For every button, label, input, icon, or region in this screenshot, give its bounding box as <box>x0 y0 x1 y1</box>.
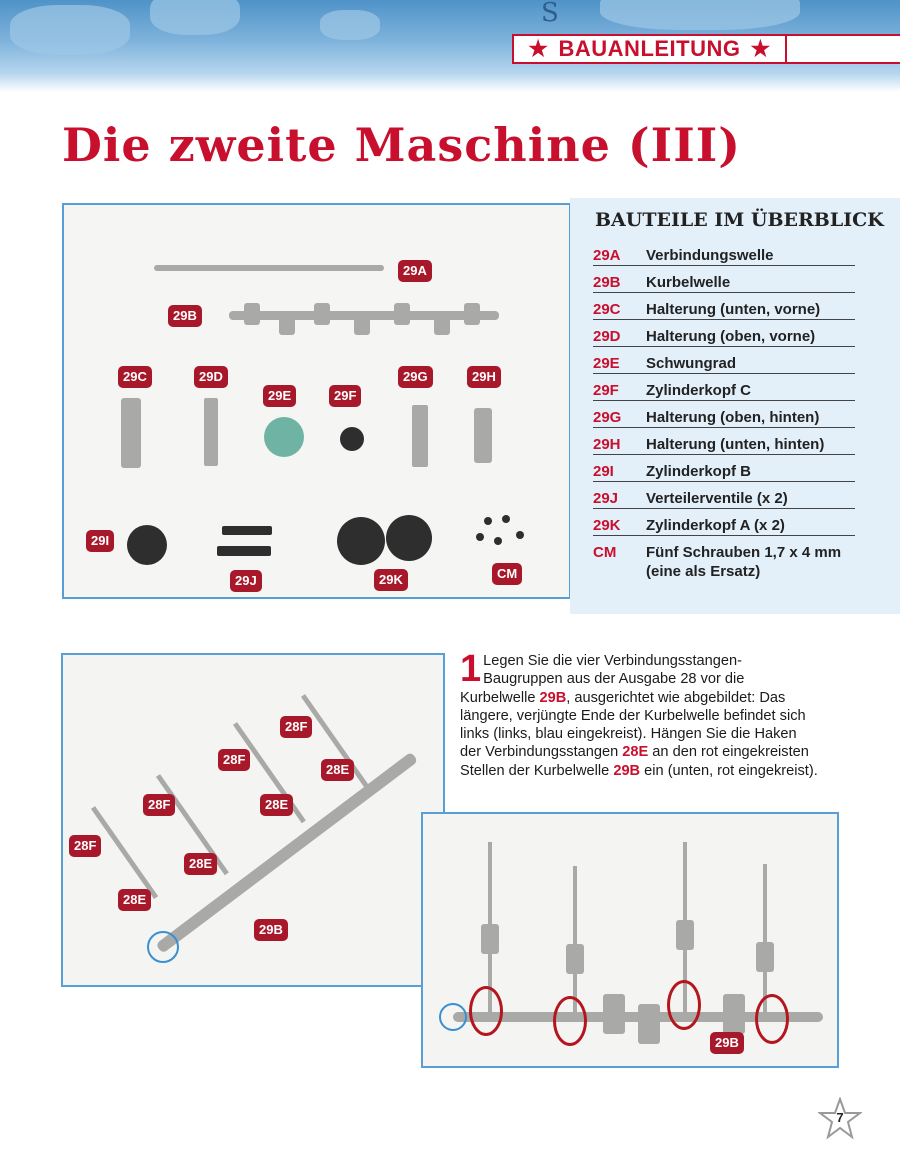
star-icon: ★ <box>528 36 549 61</box>
shaft-29a <box>154 265 384 271</box>
parts-list-row: 29F Zylinderkopf C <box>593 381 855 401</box>
page-title: Die zweite Maschine (III) <box>62 118 741 172</box>
page-number: 7 <box>836 1110 844 1125</box>
parts-list-row: 29J Verteilerventile (x 2) <box>593 489 855 509</box>
parts-list-row: 29K Zylinderkopf A (x 2) <box>593 516 855 536</box>
label-28f: 28F <box>218 749 250 771</box>
banner-extension <box>787 34 900 64</box>
red-circle-marker <box>553 996 587 1046</box>
parts-list-row: 29B Kurbelwelle <box>593 273 855 293</box>
parts-list-row: 29G Halterung (oben, hinten) <box>593 408 855 428</box>
red-circle-marker <box>469 986 503 1036</box>
star-icon: ★ <box>750 36 771 61</box>
map-letter: S <box>541 0 559 28</box>
valve-29j <box>222 526 272 535</box>
parts-list-row: 29H Halterung (unten, hinten) <box>593 435 855 455</box>
flywheel-29e <box>264 417 304 457</box>
assembly-photo-left <box>61 653 445 987</box>
label-28e: 28E <box>118 889 151 911</box>
label-29d: 29D <box>194 366 228 388</box>
label-29b: 29B <box>710 1032 744 1054</box>
label-29e: 29E <box>263 385 296 407</box>
parts-list-row: CM Fünf Schrauben 1,7 x 4 mm (eine als Ersatz) <box>593 544 842 580</box>
label-28f: 28F <box>69 835 101 857</box>
cylinder-head-29f <box>340 427 364 451</box>
red-circle-marker <box>667 980 701 1030</box>
label-29f: 29F <box>329 385 361 407</box>
label-29g: 29G <box>398 366 433 388</box>
bracket-29c <box>121 398 141 468</box>
label-28e: 28E <box>321 759 354 781</box>
parts-list-heading: BAUTEILE IM ÜBERBLICK <box>595 209 884 231</box>
parts-list-row: 29I Zylinderkopf B <box>593 462 855 482</box>
label-28e: 28E <box>260 794 293 816</box>
label-29i: 29I <box>86 530 114 552</box>
label-28f: 28F <box>143 794 175 816</box>
step-number: 1 <box>460 648 482 690</box>
cylinder-head-29k <box>337 517 385 565</box>
cylinder-head-29i <box>127 525 167 565</box>
parts-list-row: 29C Halterung (unten, vorne) <box>593 300 855 320</box>
blue-circle-marker <box>147 931 179 963</box>
parts-list-row: 29D Halterung (oben, vorne) <box>593 327 855 347</box>
label-29a: 29A <box>398 260 432 282</box>
label-28f: 28F <box>280 716 312 738</box>
cylinder-head-29k <box>386 515 432 561</box>
label-29b: 29B <box>168 305 202 327</box>
label-29k: 29K <box>374 569 408 591</box>
assembly-photo-right <box>421 812 839 1068</box>
label-cm: CM <box>492 563 522 585</box>
label-29j: 29J <box>230 570 262 592</box>
blue-circle-marker <box>439 1003 467 1031</box>
section-label: BAUANLEITUNG <box>558 36 741 61</box>
red-circle-marker <box>755 994 789 1044</box>
bracket-29d <box>204 398 218 466</box>
section-banner <box>512 34 787 64</box>
bracket-29h <box>474 408 492 463</box>
label-28e: 28E <box>184 853 217 875</box>
parts-list-row: 29A Verbindungswelle <box>593 246 855 266</box>
label-29c: 29C <box>118 366 152 388</box>
parts-photo <box>62 203 571 599</box>
screws-cm <box>484 517 492 525</box>
bracket-29g <box>412 405 428 467</box>
label-29b: 29B <box>254 919 288 941</box>
label-29h: 29H <box>467 366 501 388</box>
step-1-text: 1 Legen Sie die vier Verbindungsstangen-Baugruppen aus der Ausgabe 28 vor die Kurbelwelle 29B, ausgerichtet wie abgebildet: Das längere, verjüngte Ende der Kurbelwelle befindet sich links (links, blau eingekreist). Hängen Sie die Haken der Verbindungsstangen 28E an den rot eingekreisten Stellen der Kurbelwelle 29B ein (unten, rot eingekreist). <box>460 648 818 779</box>
parts-list-row: 29E Schwungrad <box>593 354 855 374</box>
valve-29j <box>217 546 271 556</box>
page-number-badge <box>818 1097 862 1141</box>
